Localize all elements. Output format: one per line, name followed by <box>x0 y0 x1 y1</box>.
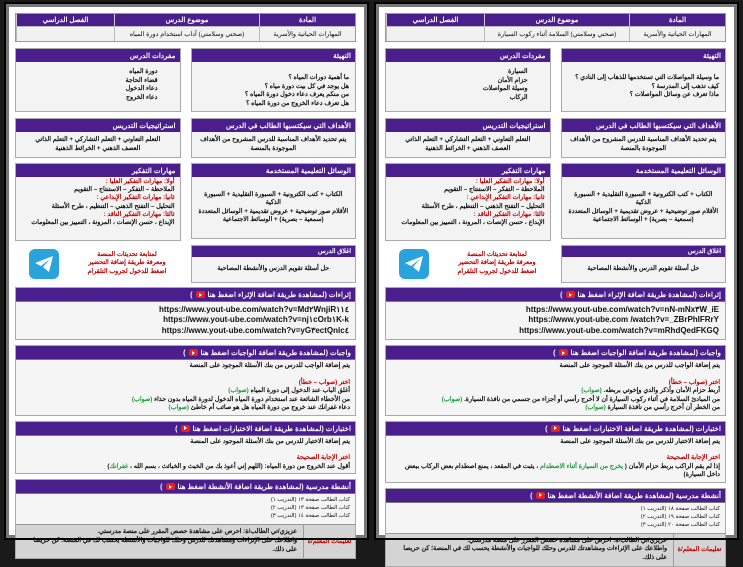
list-item: دعاء الدخول <box>125 85 158 92</box>
thinking-heading-2: ثانيا: مهارات التفكير الإبداعي : <box>466 194 545 202</box>
goals-text: يتم تحديد الأهداف المناسبة للدرس المشروح من الأهداف الموجودة بالمنصة <box>570 136 717 152</box>
thinking-heading-3: ثالثا: مهارات التفكير الناقد : <box>103 210 175 218</box>
list-item: حزام الأمان <box>497 76 528 84</box>
list-item: (سمعية – بصرية) + الوسائط الاجتماعية <box>222 216 324 223</box>
question-text: دعاء غفرانك عند خروج من دورة المياه هل هو صائب أم خاطئ <box>190 404 350 412</box>
list-item: الكتاب + كتب الكترونية + السبورة التقليدية + السبورة الذكية <box>574 190 713 206</box>
thinking-title: مهارات التفكير <box>16 164 180 177</box>
closing-text: حل أسئلة تقويم الدرس والأنشطة المصاحبة <box>587 265 700 273</box>
lesson-plan-page <box>376 4 737 562</box>
tests-instruction: اختر الإجابة الصحيحة <box>666 454 720 462</box>
paren: ) <box>183 348 186 358</box>
thinking-box <box>385 163 551 241</box>
means-box <box>561 163 727 239</box>
question-item <box>21 404 350 413</box>
question-text: من الأخطاء الشائعة عند استخدام دورة المياه الدخول لدورة المياه بدون حذاء <box>154 395 350 403</box>
telegram-icon[interactable] <box>399 249 429 279</box>
goals-box <box>561 118 727 158</box>
warmup-list <box>562 62 726 111</box>
enrichment-section <box>385 287 726 340</box>
youtube-icon[interactable] <box>166 483 175 490</box>
correct-answer: غفرانك <box>109 462 129 470</box>
question-text: أربط حزام الأمان وأذكر والدي وإخوتي بربطه. <box>603 387 720 395</box>
topic-value: (صحتي وسلامتي) آداب استخدام دورة المياه <box>114 26 259 41</box>
question-text: إذا لم يقم الراكب بربط حزام الأمان ( <box>623 462 720 470</box>
youtube-icon[interactable] <box>181 425 190 432</box>
closing-box <box>561 245 727 283</box>
tests-section <box>385 421 726 483</box>
youtube-icon[interactable] <box>551 425 560 432</box>
subject-label: المادة <box>259 14 355 26</box>
question-item <box>21 396 350 405</box>
closing-box <box>191 245 357 283</box>
homework-items <box>21 387 350 413</box>
lesson-plan-page <box>6 4 367 553</box>
lesson-header-table <box>15 13 356 42</box>
enrichment-title[interactable]: إثراءات (لمشاهدة طريقة اضافة الإثراء اضغط هنا <box>207 290 351 299</box>
answer-label: (صواب) <box>581 387 602 395</box>
list-item: وسيلة المواصلات <box>482 85 528 92</box>
tests-question <box>391 463 720 480</box>
list-item[interactable]: https://www.yout-ube.com/watch?v=nN-mNx٣W_iE <box>525 305 719 314</box>
means-list <box>562 177 726 238</box>
paren: ) <box>560 290 563 299</box>
thinking-heading-1: أولا: مهارات التفكير العليا : <box>105 178 175 185</box>
goals-text: يتم تحديد الأهداف المناسبة للدرس المشروح من الأهداف الموجودة بالمنصة <box>200 136 347 152</box>
teacher-instructions <box>16 524 355 557</box>
means-title: الوسائل التعليمية المستخدمة <box>562 164 726 177</box>
tests-intro: يتم إضافة الاختبار للدرس من بنك الأسئلة الموجود على المنصة <box>560 437 720 445</box>
list-item[interactable]: لمتابعة تحديثات المنصة <box>467 250 527 258</box>
semester-value <box>16 26 114 41</box>
question-text: أغلق الباب عند الدخول إلى دورة المياه <box>250 387 350 395</box>
question-end: ) <box>107 462 110 470</box>
homework-intro: يتم إضافة الواجب للدرس من بنك الأسئلة الموجود على المنصة <box>559 362 720 370</box>
youtube-icon[interactable] <box>559 349 568 356</box>
telegram-icon[interactable] <box>29 249 59 279</box>
list-item: عزيزي/تي الطالب/ة: احرص على مشاهدة حصص المقرر على منصة مدرستي. <box>467 536 667 544</box>
activities-list <box>386 503 725 533</box>
list-item: السيارة <box>508 68 528 75</box>
homework-section <box>15 345 356 416</box>
warmup-title: التهيئة <box>192 49 356 62</box>
youtube-icon[interactable] <box>536 492 545 499</box>
list-item[interactable]: ومعرفة طريقة إضافة التحضير <box>458 259 536 267</box>
list-item: دعاء الخروج <box>125 93 158 101</box>
tests-title[interactable]: اختبارات (لمشاهدة طريقة اضافة الاختبارات اضغط هنا <box>562 423 721 433</box>
thinking-line-2: التحليل – التفتح الذهني – التنظيم ، طرح الأسئلة <box>51 202 175 210</box>
list-item: ماذا تعرف عن وسائل المواصلات ؟ <box>629 91 719 98</box>
telegram-link[interactable] <box>385 244 551 283</box>
strategies-title: استراتيجيات التدريس <box>386 119 550 132</box>
list-item: الأقلام صور توضيحية + عروض تقديمية + الوسائل المتعددة <box>568 207 719 215</box>
paren: ) <box>553 348 556 358</box>
correct-answer: يخرج من السيارة أثناء الاصطدام <box>540 462 624 470</box>
semester-value <box>386 26 484 41</box>
question-text: أقول عند الخروج من دورة المياه: (اللهم إني أعوذ بك من الخبث و الخبائث ، بسم الله ، <box>128 462 350 470</box>
warmup-list <box>192 62 356 112</box>
list-item: الركاب <box>509 93 528 101</box>
tests-instruction: اختر الإجابة الصحيحة <box>296 454 350 462</box>
subject-value: المهارات الحياتية والأسرية <box>259 26 355 41</box>
thinking-title: مهارات التفكير <box>386 164 550 177</box>
homework-section <box>385 345 726 416</box>
means-box <box>191 163 357 239</box>
goals-title: الأهداف التي سيكتسبها الطالب في الدرس <box>192 119 356 132</box>
list-item: كتاب الطالب صفحة ٢٠ (التدريب ٣) <box>640 521 720 528</box>
homework-title[interactable]: واجبات (لمشاهدة طريقة اضافة الواجبات اضغط هنا <box>200 348 351 358</box>
teacher-instructions <box>386 533 725 566</box>
answer-label: (صواب) <box>441 395 463 403</box>
strategies-box <box>15 118 181 158</box>
question-item <box>391 396 720 405</box>
paren: ) <box>530 490 533 500</box>
strategies-title: استراتيجيات التدريس <box>16 119 180 132</box>
thinking-heading-2: ثانيا: مهارات التفكير الإبداعي : <box>96 194 175 202</box>
strategies-box <box>385 118 551 158</box>
means-list <box>192 177 356 238</box>
warmup-title: التهيئة <box>562 49 726 62</box>
closing-title: اغلاق الدرس <box>562 246 726 257</box>
list-item[interactable]: اضغط للدخول لجروب التلقرام <box>457 267 537 275</box>
question-item <box>391 404 720 413</box>
tests-section <box>15 421 356 475</box>
answer-label: (صواب) <box>131 395 153 403</box>
list-item: قضاء الحاجة <box>125 76 158 84</box>
homework-instruction: اختر (صواب – خطأ) <box>668 378 720 386</box>
topic-label: موضوع الدرس <box>114 14 259 26</box>
thinking-line-3: الإبداع ، حسن الإنصات ، المرونة ، التمييز بين المعلومات <box>31 218 175 226</box>
list-item[interactable]: ومعرفة طريقة إضافة التحضير <box>88 259 166 267</box>
activities-section <box>385 488 726 567</box>
subject-value: المهارات الحياتية والأسرية <box>629 26 725 41</box>
enrichment-title[interactable]: إثراءات (لمشاهدة طريقة اضافة الإثراء اضغط هنا <box>577 290 721 299</box>
list-item: واطلاعك على الإثراءات ومشاهدتك للدرس وحلك للواجبات والأنشطة يحسب لك في المنصة؛ كن حريصا على ذلك. <box>403 545 667 562</box>
telegram-text[interactable] <box>88 251 167 277</box>
tests-title[interactable]: اختبارات (لمشاهدة طريقة اضافة الاختبارات اضغط هنا <box>192 423 351 433</box>
youtube-icon[interactable] <box>189 349 198 356</box>
vocab-box <box>385 48 551 112</box>
telegram-text[interactable] <box>458 251 537 277</box>
list-item[interactable]: https://www.yout-ube.com/watch?v=mRhdQedFKGQ <box>519 325 719 335</box>
goals-title: الأهداف التي سيكتسبها الطالب في الدرس <box>562 119 726 132</box>
list-item: الكتاب + كتب الكترونية + السبورة التقليدية + السبورة الذكية <box>204 190 343 206</box>
instructions-label: تعليمات المعلم/ة <box>673 534 725 566</box>
list-item: كتاب الطالب صفحة ١٣ (التدريب ١) <box>270 497 350 504</box>
warmup-box <box>191 48 357 112</box>
list-item: العصف الذهني + الخرائط الذهنية <box>55 144 141 152</box>
subject-label: المادة <box>629 14 725 26</box>
thinking-heading-3: ثالثا: مهارات التفكير الناقد : <box>473 210 545 218</box>
list-item: من منكم يعرف دعاء دخول دورة المياه ؟ <box>244 91 349 98</box>
semester-label: الفصل الدراسي <box>16 14 114 26</box>
tests-question <box>21 463 350 472</box>
homework-instruction: اختر (صواب – خطأ) <box>298 378 350 386</box>
paren: ) <box>175 423 178 433</box>
vocab-title: مفردات الدرس <box>386 49 550 62</box>
instructions-label: تعليمات المعلم/ة <box>303 525 355 557</box>
list-item: دورة المياه <box>129 68 158 75</box>
list-item[interactable]: https://www.yout-ube.com/watch?v=nj١cOrb١K-k <box>163 315 349 325</box>
vocab-title: مفردات الدرس <box>16 49 180 62</box>
goals-box <box>191 118 357 158</box>
list-item: الأقلام صور توضيحية + عروض تقديمية + الوسائل المتعددة <box>198 207 349 215</box>
answer-label: (صواب) <box>585 404 606 412</box>
list-item[interactable]: https://www.yout-ube.com /watch?v=_ZBrPhIFRrY <box>528 315 719 325</box>
topic-label: موضوع الدرس <box>484 14 629 26</box>
enrichment-links[interactable] <box>16 302 355 339</box>
vocab-box <box>15 48 181 112</box>
activities-list <box>16 494 355 524</box>
vocab-list <box>16 62 180 111</box>
closing-text: حل أسئلة تقويم الدرس والأنشطة المصاحبة <box>217 265 330 273</box>
list-item: كتاب الطالب صفحة ١٩ (التدريب ٢) <box>640 513 720 520</box>
list-item: كتاب الطالب صفحة ١٨ (التدريب ١) <box>640 505 720 512</box>
strategies-list <box>16 132 180 157</box>
enrichment-links[interactable] <box>386 302 725 339</box>
strategies-list <box>386 132 550 157</box>
list-item[interactable]: اضغط للدخول لجروب التلقرام <box>87 267 167 275</box>
activities-section <box>15 479 356 558</box>
instructions-text <box>16 525 303 557</box>
topic-value: (صحتي وسلامتي) السلامة أثناء ركوب السيارة <box>484 26 629 41</box>
vocab-list <box>386 62 550 111</box>
tests-intro: يتم إضافة الاختبار للدرس من بنك الأسئلة الموجود على المنصة <box>190 437 350 445</box>
telegram-link[interactable] <box>15 244 181 283</box>
list-item: العصف الذهني + الخرائط الذهنية <box>425 144 511 152</box>
list-item: واطلاعك على الإثراءات ومشاهدتك للدرس وحلك للواجبات والأنشطة يحسب لك في المنصة؛ كن حريصا على ذلك. <box>33 536 297 553</box>
list-item[interactable]: https://www.yout-ube.com/watch?v=Md٢WnjiR١١٤ <box>158 305 349 314</box>
thinking-line-3: الإبداع ، حسن الإنصات ، المرونة ، التمييز بين المعلومات <box>401 218 545 226</box>
list-item: هل يوجد في كل بيت دورة مياه ؟ <box>264 82 349 90</box>
means-title: الوسائل التعليمية المستخدمة <box>192 164 356 177</box>
list-item: التعلم التعاوني + التعلم التشاركي + التعلم الذاتي <box>405 136 531 143</box>
paren: ) <box>190 290 193 299</box>
enrichment-section <box>15 287 356 340</box>
youtube-icon[interactable] <box>196 291 205 298</box>
list-item: ما أهمية دورات المياه ؟ <box>288 74 349 81</box>
question-text: من المبادئ السلامة في أثناء ركوب السيارة أن لا أخرج رأسي أو أجزاء من جسمي من نافذة السيارة. <box>463 395 720 403</box>
homework-title[interactable]: واجبات (لمشاهدة طريقة اضافة الواجبات اضغط هنا <box>570 348 721 358</box>
lesson-header-table <box>385 13 726 42</box>
list-item: التعلم التعاوني + التعلم التشاركي + التعلم الذاتي <box>35 136 161 143</box>
list-item[interactable]: https://www.yout-ube.com/watch?v=yG٣ectQnlc٤ <box>161 325 349 335</box>
question-item <box>391 387 720 396</box>
list-item: كيف تذهب إلى المدرسة ؟ <box>651 82 719 90</box>
question-item <box>21 387 350 396</box>
list-item[interactable]: لمتابعة تحديثات المنصة <box>97 250 157 258</box>
closing-title: اغلاق الدرس <box>192 246 356 257</box>
warmup-box <box>561 48 727 112</box>
homework-intro: يتم إضافة الواجب للدرس من بنك الأسئلة الموجود على المنصة <box>189 362 350 370</box>
answer-label: (صواب) <box>168 404 189 412</box>
youtube-icon[interactable] <box>566 291 575 298</box>
thinking-box <box>15 163 181 241</box>
list-item: كتاب الطالب صفحة ١٣ (التدريب ٢) <box>270 505 350 512</box>
list-item: ما وسيلة المواصلات التي تستخدمها للذهاب إلى النادي ؟ <box>575 74 719 81</box>
question-end: ، يثبت في المقعد ، يمنع اصطدام بعض الركاب ببعض داخل السيارة) <box>404 462 720 479</box>
homework-items <box>391 387 720 413</box>
instructions-text <box>386 534 673 566</box>
question-text: من الخطر أن أخرج رأسي من نافذة السيارة <box>607 404 720 412</box>
paren: ) <box>545 423 548 433</box>
list-item: كتاب الطالب صفحة ١٤ (التدريب ٣) <box>270 513 350 520</box>
list-item: (سمعية – بصرية) + الوسائط الاجتماعية <box>592 216 694 223</box>
thinking-line-2: التحليل – التفتح الذهني – التنظيم ، طرح الأسئلة <box>421 202 545 210</box>
list-item: عزيزي/تي الطالب/ة: احرص على مشاهدة حصص المقرر على منصة مدرستي. <box>97 528 297 536</box>
activities-title[interactable]: أنشطة مدرسية (لمشاهدة طريقة اضافة الأنشطة اضغط هنا <box>547 490 721 500</box>
answer-label: (صواب) <box>228 387 249 395</box>
thinking-line-1: الملاحظة – التفكر – الاستنتاج – التقويم <box>444 186 545 194</box>
list-item: هل تعرف دعاء الخروج من دورة المياه ؟ <box>245 99 349 107</box>
paren: ) <box>160 482 163 492</box>
thinking-line-1: الملاحظة – التفكر – الاستنتاج – التقويم <box>74 186 175 194</box>
semester-label: الفصل الدراسي <box>386 14 484 26</box>
thinking-heading-1: أولا: مهارات التفكير العليا : <box>475 178 545 185</box>
activities-title[interactable]: أنشطة مدرسية (لمشاهدة طريقة اضافة الأنشطة اضغط هنا <box>177 482 351 492</box>
